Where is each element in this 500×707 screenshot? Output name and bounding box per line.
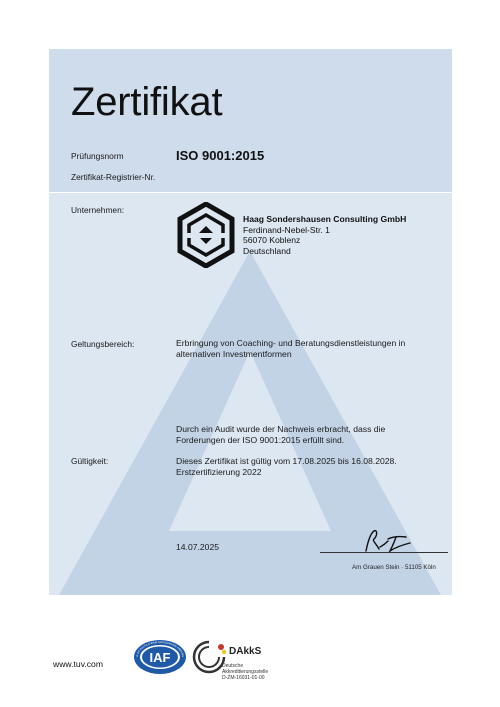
registration-label: Zertifikat-Registrier-Nr. — [71, 172, 156, 182]
company-logo-icon — [177, 202, 235, 268]
company-label: Unternehmen: — [71, 205, 125, 215]
scope-line: alternativen Investmentformen — [176, 349, 292, 359]
company-city: 56070 Koblenz — [243, 235, 301, 245]
validity-text — [176, 456, 397, 478]
issuer-address: Am Grauen Stein · 51105 Köln — [352, 564, 436, 571]
company-name: Haag Sondershausen Consulting GmbH — [243, 214, 407, 224]
company-street: Ferdinand-Nebel-Str. 1 — [243, 224, 330, 235]
dakks-sub-line: D-ZM-16031-01-00 — [222, 675, 265, 681]
company-country: Deutschland — [243, 245, 291, 256]
certificate-title: Zertifikat — [71, 80, 223, 124]
norm-label: Prüfungsnorm — [71, 151, 124, 161]
validity-line: Dieses Zertifikat ist gültig vom 17.08.2025 bis 16.08.2028. — [176, 456, 397, 466]
audit-statement — [176, 424, 385, 446]
dakks-sub-line: Deutsche — [222, 663, 244, 669]
iaf-ring-text-path: R OF MULTILATERAL RECOGNITION ARRANG — [135, 640, 185, 658]
validity-line: Erstzertifizierung 2022 — [176, 467, 262, 477]
audit-line: Forderungen der ISO 9001:2015 erfüllt sind. — [176, 435, 345, 445]
dakks-subtext — [222, 663, 268, 681]
iaf-logo-icon — [133, 639, 187, 675]
validity-label: Gültigkeit: — [71, 456, 109, 466]
signature-icon — [362, 527, 416, 555]
audit-line: Durch ein Audit wurde der Nachweis erbracht, dass die — [176, 424, 386, 434]
dakks-sub-line: Akkreditierungsstelle — [222, 669, 269, 675]
scope-text — [176, 338, 405, 360]
dakks-text: DAkkS — [229, 646, 262, 657]
signature-line — [320, 552, 448, 553]
scope-label: Geltungsbereich: — [71, 339, 135, 349]
norm-value: ISO 9001:2015 — [176, 148, 265, 163]
scope-line: Erbringung von Coaching- und Beratungsdienstleistungen in — [176, 338, 406, 348]
issue-date: 14.07.2025 — [176, 542, 220, 552]
iaf-text: IAF — [149, 650, 171, 665]
footer-url[interactable]: www.tuv.com — [53, 659, 103, 669]
company-address — [243, 214, 406, 256]
